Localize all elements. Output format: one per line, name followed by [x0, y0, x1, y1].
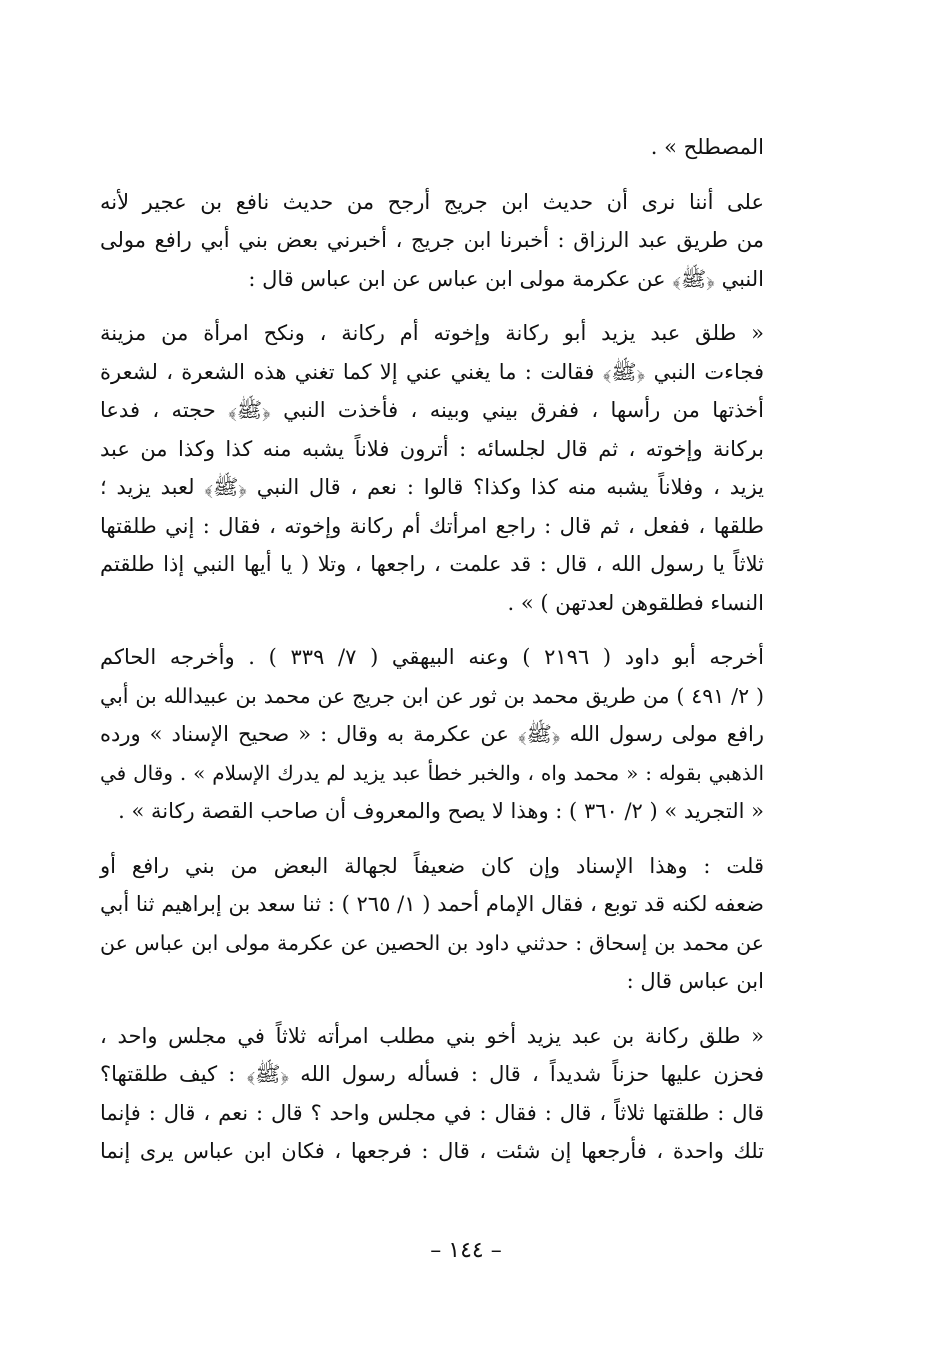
- text-line: فجاءت النبي ﴿ﷺ﴾ فقالت : ما يغني عني إلا كما تغني هذه الشعرة ، لشعرة: [100, 359, 764, 384]
- text-line: طلقها ، ففعل ، ثم قال : راجع امرأتك أم ركانة وإخوته ، فقال : إني طلقتها: [100, 513, 764, 538]
- text-line: ثلاثاً يا رسول الله ، قال : قد علمت ، راجعها ، وتلا ( يا أيها النبي إذا طلقتم: [100, 552, 764, 576]
- text-line: يزيد ، وفلاناً يشبه منه كذا وكذا؟ قالوا : نعم ، قال النبي ﴿ﷺ﴾ لعبد يزيد ؛: [100, 475, 764, 499]
- text-line: الذهبي بقوله : « محمد واه ، والخبر خطأ عبد يزيد لم يدرك الإسلام » . وقال في: [100, 760, 764, 785]
- text-line: رافع مولى رسول الله ﴿ﷺ﴾ عن عكرمة به وقال : « صحيح الإسناد » ورده: [100, 722, 764, 746]
- text-line: أخرجه أبو داود ( ٢١٩٦ ) وعنه البيهقي ( ٧/ ٣٣٩ ) . وأخرجه الحاكم: [100, 645, 764, 669]
- text-line: النساء فطلقوهن لعدتهن ) » .: [507, 590, 764, 615]
- text-line: « التجريد » ( ٢/ ٣٦٠ ) : وهذا لا يصح والمعروف أن صاحب القصة ركانة » .: [118, 799, 764, 823]
- text-line: من طريق عبد الرزاق : أخبرنا ابن جريج ، أخبرني بعض بني أبي رافع مولى: [100, 228, 764, 252]
- paragraph-takhrij: [100, 638, 764, 831]
- text-line: قال : طلقتها ثلاثاً ، قال : فقال : في مجلس واحد ؟ قال : نعم ، قال : فإنما: [100, 1100, 764, 1125]
- paragraph-hadith-quote-1: [100, 314, 764, 622]
- text-line: ابن عباس قال :: [626, 969, 764, 993]
- text-line: تلك واحدة ، فأرجعها إن شئت ، قال : فرجعها ، فكان ابن عباس يرى إنما: [100, 1139, 764, 1163]
- text-line: عن محمد بن إسحاق : حدثني داود بن الحصين عن عكرمة مولى ابن عباس عن: [100, 930, 764, 955]
- text-line: قلت : وهذا الإسناد وإن كان ضعيفاً لجهالة البعض من بني رافع أو: [100, 853, 764, 878]
- text-line: ضعفه لكنه قد توبع ، فقال الإمام أحمد ( ١/ ٢٦٥ ) : ثنا سعد بن إبراهيم ثنا أبي: [100, 892, 764, 916]
- text-line: بركانة وإخوته ، ثم قال لجلسائه : أترون فلاناً يشبه منه كذا وكذا من عبد: [100, 436, 764, 461]
- text-line: « طلق ركانة بن عبد يزيد أخو بني مطلب امرأته ثلاثاً في مجلس واحد ،: [100, 1023, 764, 1048]
- text-line: على أننا نرى أن حديث ابن جريج أرجح من حديث نافع بن عجير لأنه: [100, 189, 764, 214]
- page-number: – ١٤٤ –: [430, 1238, 502, 1263]
- paragraph-argument: [100, 183, 764, 299]
- paragraph-hadith-quote-2: [100, 1017, 764, 1171]
- text-line: أخذتها من رأسها ، ففرق بيني وبينه ، فأخذت النبي ﴿ﷺ﴾ حجته ، فدعا: [100, 398, 764, 422]
- text-line: فحزن عليها حزناً شديداً ، قال : فسأله رسول الله ﴿ﷺ﴾ : كيف طلقتها؟: [100, 1062, 764, 1086]
- text-line: ( ٢/ ٤٩١ ) من طريق محمد بن ثور عن ابن جريج عن محمد بن عبيدالله بن أبي: [100, 683, 764, 708]
- page-body: [100, 128, 764, 1187]
- paragraph-commentary: [100, 847, 764, 1001]
- text-line: النبي ﴿ﷺ﴾ عن عكرمة مولى ابن عباس عن ابن عباس قال :: [248, 266, 764, 291]
- paragraph-intro-ending: [100, 128, 764, 167]
- text-line: « طلق عبد يزيد أبو ركانة وإخوته أم ركانة ، ونكح امرأة من مزينة: [100, 321, 764, 345]
- text-line: المصطلح » .: [650, 135, 764, 159]
